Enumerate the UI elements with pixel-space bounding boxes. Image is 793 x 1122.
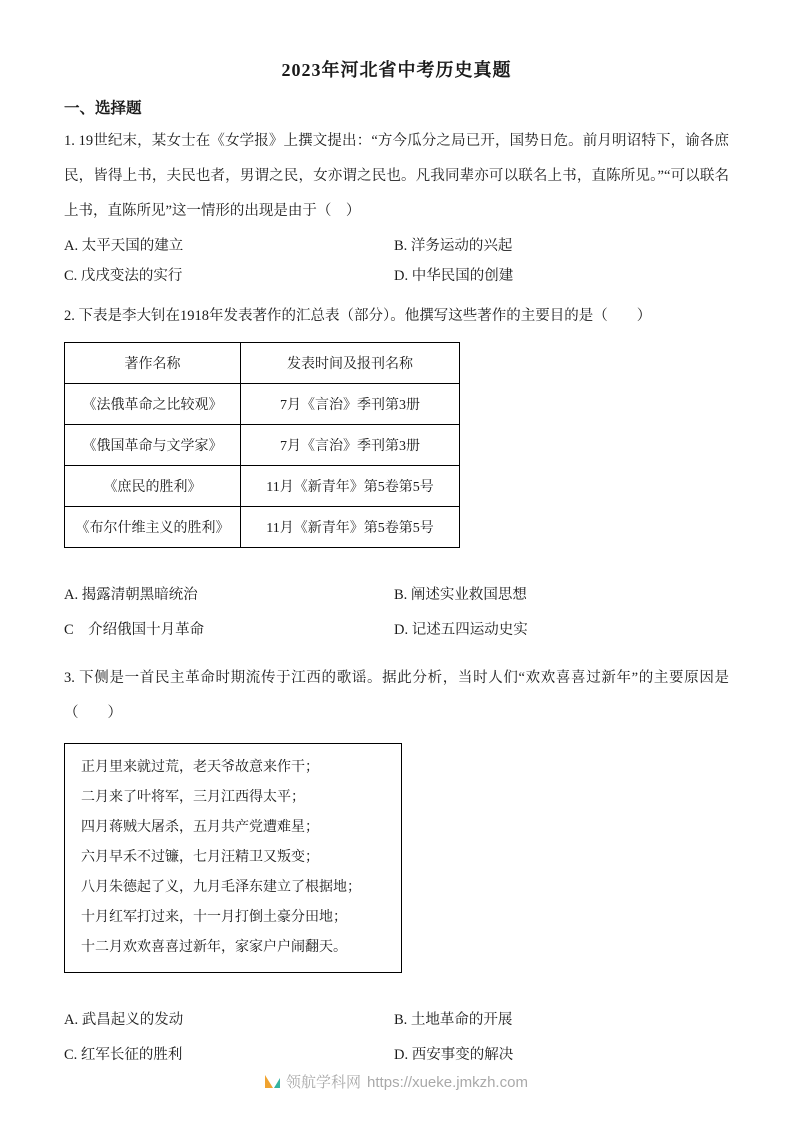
- q2-option-a: A. 揭露清朝黑暗统治: [64, 587, 198, 603]
- q2-option-d: D. 记述五四运动史实: [394, 622, 528, 638]
- folk-song-box: [64, 743, 402, 973]
- table-header-cell-publish: 发表时间及报刊名称: [241, 343, 460, 384]
- lyric-line: 二月来了叶将军，三月江西得太平；: [81, 790, 305, 805]
- question-3-text: 3. 下侧是一首民主革命时期流传于江西的歌谣。据此分析，当时人们“欢欢喜喜过新年”的主要原因是（ ）: [64, 670, 729, 721]
- question-3-block: [64, 661, 729, 1070]
- lyric-line: 四月蒋贼大屠杀，五月共产党遭难星；: [81, 820, 319, 835]
- q3-option-d: D. 西安事变的解决: [394, 1047, 514, 1063]
- question-2-options: [64, 580, 729, 645]
- lyric-line: 八月朱德起了义，九月毛泽东建立了根据地；: [81, 880, 361, 895]
- footer-url: https://xueke.jmkzh.com: [367, 1074, 528, 1091]
- site-logo-icon: [265, 1074, 281, 1088]
- q1-option-c: C. 戊戌变法的实行: [64, 268, 183, 284]
- table-header-row: [65, 343, 460, 384]
- section-heading: 一、选择题: [64, 100, 142, 117]
- question-1-text: 1. 19世纪末，某女士在《女学报》上撰文提出：“方今瓜分之局已开，国势日危。前月明诏特下，谕各庶民，皆得上书，夫民也者，男谓之民，女亦谓之民也。凡我同辈亦可以联名上书，直陈所见。”“可以联名上书，直陈所见”这一情形的出现是由于（ ）: [64, 133, 729, 219]
- footer-site-name: 领航学科网: [286, 1074, 362, 1091]
- q2-option-c: C 介绍俄国十月革命: [64, 622, 205, 638]
- table-cell-publish: 7月《言治》季刊第3册: [241, 425, 460, 466]
- q2-option-b: B. 阐述实业救国思想: [394, 587, 527, 603]
- table-row: [65, 507, 460, 548]
- table-row: [65, 425, 460, 466]
- q3-option-a: A. 武昌起义的发动: [64, 1012, 184, 1028]
- q3-option-c: C. 红军长征的胜利: [64, 1047, 183, 1063]
- table-cell-publish: 11月《新青年》第5卷第5号: [241, 507, 460, 548]
- table-cell-title: 《俄国革命与文学家》: [65, 425, 241, 466]
- table-cell-title: 《庶民的胜利》: [65, 466, 241, 507]
- table-cell-publish: 11月《新青年》第5卷第5号: [241, 466, 460, 507]
- q3-option-b: B. 土地革命的开展: [394, 1012, 513, 1028]
- table-row: [65, 466, 460, 507]
- page-footer: [0, 1071, 793, 1092]
- table-cell-publish: 7月《言治》季刊第3册: [241, 384, 460, 425]
- lyric-line: 六月早禾不过镰，七月汪精卫又叛变；: [81, 850, 319, 865]
- q1-option-d: D. 中华民国的创建: [394, 268, 514, 284]
- q1-option-b: B. 洋务运动的兴起: [394, 238, 513, 254]
- lyric-line: 十月红军打过来，十一月打倒土豪分田地；: [81, 910, 347, 925]
- lyric-line: 十二月欢欢喜喜过新年，家家户户闹翻天。: [81, 940, 347, 955]
- lyric-line: 正月里来就过荒，老天爷故意来作干；: [81, 760, 319, 775]
- table-cell-title: 《法俄革命之比较观》: [65, 384, 241, 425]
- table-header-cell-title: 著作名称: [65, 343, 241, 384]
- question-2-text: 2. 下表是李大钊在1918年发表著作的汇总表（部分）。他撰写这些著作的主要目的是（ ）: [64, 308, 652, 324]
- question-3-options: [64, 1005, 729, 1070]
- question-1-options: [64, 231, 729, 291]
- q1-option-a: A. 太平天国的建立: [64, 238, 184, 254]
- table-row: [65, 384, 460, 425]
- table-cell-title: 《布尔什维主义的胜利》: [65, 507, 241, 548]
- works-summary-table: [64, 342, 460, 548]
- document-title: 2023年河北省中考历史真题: [281, 60, 512, 80]
